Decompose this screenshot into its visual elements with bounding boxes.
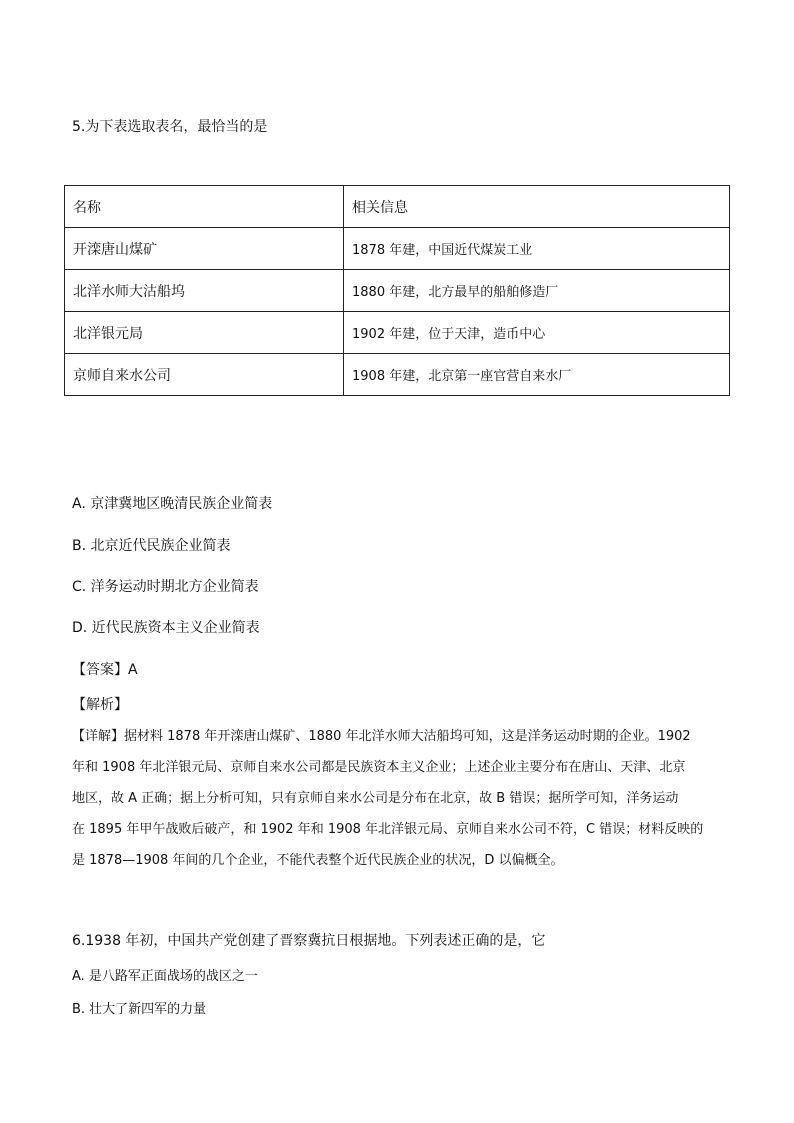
analysis-line: 在 1895 年甲午战败后破产，和 1902 年和 1908 年北洋银元局、京师自来水公司不符，C 错误；材料反映的 — [72, 822, 704, 837]
option-b: B. 北京近代民族企业简表 — [72, 538, 231, 554]
table-header-name: 名称 — [65, 186, 344, 228]
table-cell-name: 开滦唐山煤矿 — [65, 228, 344, 270]
analysis-line: 是 1878—1908 年间的几个企业，不能代表整个近代民族企业的状况，D 以偏概全。 — [72, 853, 564, 868]
table-cell-name: 北洋水师大沽船坞 — [65, 270, 344, 312]
analysis-detail — [72, 721, 722, 876]
table-header-info: 相关信息 — [344, 186, 730, 228]
answer-value: A — [128, 662, 138, 678]
table-cell-info: 1880 年建，北方最早的船舶修造厂 — [344, 270, 730, 312]
table-header-row — [65, 186, 730, 228]
table-cell-name: 京师自来水公司 — [65, 354, 344, 396]
table-cell-name: 北洋银元局 — [65, 312, 344, 354]
table-row — [65, 228, 730, 270]
option-a: A. 是八路军正面战场的战区之一 — [72, 969, 258, 984]
question-5-title: 5.为下表选取表名，最恰当的是 — [72, 119, 268, 135]
analysis-label: 【解析】 — [72, 697, 128, 713]
option-b: B. 壮大了新四军的力量 — [72, 1002, 207, 1017]
question-6-title: 6.1938 年初，中国共产党创建了晋察冀抗日根据地。下列表述正确的是，它 — [72, 933, 546, 949]
analysis-line: 地区，故 A 正确；据上分析可知，只有京师自来水公司是分布在北京，故 B 错误；据所学可知，洋务运动 — [72, 791, 679, 806]
table-cell-info: 1908 年建，北京第一座官营自来水厂 — [344, 354, 730, 396]
table-row — [65, 270, 730, 312]
option-c: C. 洋务运动时期北方企业简表 — [72, 579, 259, 595]
table-cell-info: 1902 年建，位于天津，造币中心 — [344, 312, 730, 354]
answer-label: 【答案】 — [72, 662, 128, 678]
table-row — [65, 312, 730, 354]
table-row — [65, 354, 730, 396]
enterprise-table — [64, 185, 730, 396]
answer-line — [72, 659, 138, 679]
analysis-line: 【详解】据材料 1878 年开滦唐山煤矿、1880 年北洋水师大沽船坞可知，这是洋务运动时期的企业。1902 — [72, 729, 691, 744]
option-d: D. 近代民族资本主义企业简表 — [72, 620, 260, 636]
option-a: A. 京津冀地区晚清民族企业简表 — [72, 496, 273, 512]
analysis-line: 年和 1908 年北洋银元局、京师自来水公司都是民族资本主义企业；上述企业主要分布在唐山、天津、北京 — [72, 760, 686, 775]
table-cell-info: 1878 年建，中国近代煤炭工业 — [344, 228, 730, 270]
